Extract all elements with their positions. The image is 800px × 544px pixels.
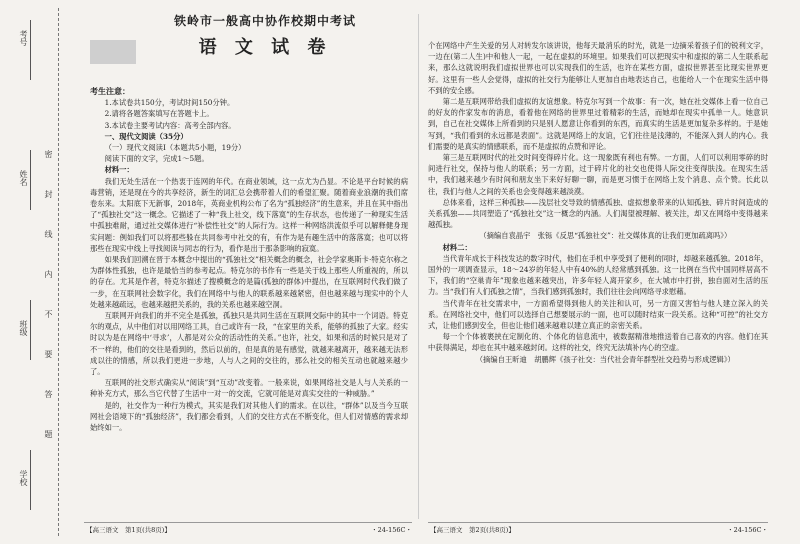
notice-item: 1.本试卷共150分，考试时间150分钟。: [104, 98, 235, 108]
seal-char: 密: [44, 150, 53, 160]
seal-char: 要: [44, 350, 53, 360]
seal-char: 线: [44, 230, 53, 240]
material-two-label: 材料二：: [442, 242, 472, 252]
subject-title: 语 文 试 卷: [198, 37, 332, 58]
source-citation: （摘编自王昕迪 胡鹏辉《孩子社交：当代社会青年群型社交趋势与形成逻辑》）: [475, 354, 735, 364]
subsection-title: （一）现代文阅读Ⅰ（本题共5小题，19分）: [104, 143, 246, 153]
gutter-label-class: 班级: [19, 320, 28, 336]
class-blank[interactable]: [30, 300, 31, 360]
passage-paragraph: 个在网络中产生关爱的另人对转发尔该讲说，他每天最消乐的时光，就是一边摘采着孩子们的锐利文字，一边在(第二人生)中和他人一起，一起在虚拟的环境里。如果我们可以把现实中和虚拟的第二人生联系起来，那么这就说明我们虚拟世界也可以实现我们的生活，也许在某些方面，虚拟世界甚至比现实世界更好。这里有一些人会觉得，虚拟的社交行为能够让人更加自由地表达自己，也能给人一个在现实生活中得不到的安全感。: [428, 41, 768, 95]
seal-char: 内: [44, 270, 53, 280]
section-title: 一、现代文阅读（35分）: [104, 131, 188, 141]
instructions: 阅读下面的文字，完成1～5题。: [104, 154, 209, 164]
right-column: [428, 40, 768, 365]
passage-paragraph: 每一个个体被裹挟在定制化的、个体化的信息流中，被数据精准地推送着自己喜欢的内容。他们在其中获得满足，却也在其中越来越封闭。这样的社交，终究无法填补内心的空虚。: [428, 332, 768, 353]
notice-item: 2.请将各题答案填写在答题卡上。: [104, 109, 214, 119]
passage-paragraph: 总体来看，这样三种孤独——浅层社交导致的情感孤独、虚拟想象带来的认知孤独、碎片时间造成的关系孤独——共同塑造了“孤独社交”这一概念的内涵。人们渴望被理解、被关注，却又在网络中变得越来越孤独。: [428, 197, 768, 230]
passage-paragraph: 当代青年成长于科技发达的数字时代，他们在手机中享受到了便利的同时，却越来越孤独。2018年，国外的一项调查显示，18～24岁的年轻人中有40%的人经常感到孤独。这一比例在当代中国同样居高不下，我们的“空巢青年”现象也越来越突出，许多年轻人离开家乡，在大城市中打拼，独自面对生活的压力。当“我们有人们孤独之情”，当我们感到孤独时，我们往往会向网络寻求慰藉。: [428, 253, 768, 297]
source-citation: （摘编自袁晶宇 张铄《反思“孤独社交”：社交媒体真的让我们更加疏离吗》）: [479, 231, 732, 241]
passage-paragraph: 互联网的社交形式确实从“阅读”到“互动”改变着。一般来说，如果网络社交是人与人关系的一种补充方式，那么当它代替了生活中一对一的交流，它就可能是对真实交往的一种威胁。”: [90, 378, 408, 399]
exam-code: ・24-156C・: [727, 526, 768, 534]
seal-char: 封: [44, 190, 53, 200]
gutter-label-exam-number: 考号: [19, 30, 28, 46]
page-footer-left: [84, 522, 412, 537]
page-footer-right: [428, 522, 768, 537]
seal-line: [58, 8, 59, 536]
seal-char: 不: [44, 310, 53, 320]
binding-gutter: [0, 0, 82, 544]
name-blank[interactable]: [30, 150, 31, 210]
passage-paragraph: 是的，社交作为一种行为模式，其实是我们对其他人们的需求。在以往，“群体”以及当今互联网社会语境下的“孤独经济”，我们都会看到，人们的交往方式在不断变化，但人们对情感的需求却始终如一。: [90, 400, 408, 433]
notice-item: 3.本试卷主要考试内容：高考全部内容。: [104, 120, 236, 130]
passage-paragraph: 第三是互联网时代的社交时间变得碎片化。这一现象既有利也有弊。一方面，人们可以利用零碎的时间进行社交，保持与他人的联系；另一方面，过于碎片化的社交也使得人际交往变得肤浅。在现实生活中，我们越来越少有时间和朋友坐下来好好聊一聊，而是更习惯于在网络上发个消息、点个赞。长此以往，我们与他人之间的关系也会变得越来越淡漠。: [428, 153, 768, 196]
exam-title: 铁岭市一般高中协作校期中考试: [173, 14, 356, 28]
exam-header: [140, 10, 390, 59]
column-divider: [418, 14, 419, 519]
seal-char: 答: [44, 390, 53, 400]
passage-paragraph: 我们无处生活在一个热衷于连网的年代。在商业领域，这一点尤为凸显。不论是平台时候的病毒营销，还是现在今的共享经济，新生的词汇总会携带着人们的希望汇聚。随着商业浪潮的我们席卷东来。太阳底下无新事，2018年，英商业机构公布了名为“孤独经济”的生意来，并且在其中指出了“孤独社交”这一概念。它描述了一种“我上社交，线下落寞”的生存状态，也传递了一种现实生活中孤独难耐，通过社交媒体进行“补偿性社交”的人际行为。这样一种网络洪流似乎可以解释健身现实问题：例如我们可以将那些躲在共同参考中社交的有，有作为是有趣生活中的落落寞；也可以将那些在现实中线上寻找阅读与同志的行为，看作是出于那条影响的寂寞。: [90, 176, 408, 253]
school-blank[interactable]: [30, 450, 31, 510]
passage-paragraph: 第二是互联网带给我们虚拟的友谊想象。特克尔写到一个故事：有一次，她在社交媒体上看一位自己的好友的作家发布的消息，看着他在网络的世界里过着精彩的生活，而她却在现实中孤单一人。她意识到，自己在社交媒体上所看到的只是别人愿意让你看到的东西，而真实的生活是更加复杂多样的。于是她写到，“我们看到的永远都是表面”。这就是网络上的友谊，它们往往是浅薄的，不能深入到人的内心。我们需要的是真实的情感联系，而不是虚拟的点赞和评论。: [428, 97, 768, 151]
left-column: [90, 56, 408, 433]
exam-code: ・24-156C・: [371, 526, 412, 534]
notice-heading: 考生注意：: [90, 86, 130, 96]
page-number: 【高三语文 第1页(共8页)】: [86, 526, 171, 534]
seal-char: 题: [44, 430, 53, 440]
exam-number-blank[interactable]: [30, 20, 31, 80]
passage-paragraph: 互联网开向我们的并不完全是孤独，孤独只是共同生活在互联网交际中的其中一个词语。特克尔的观点，从中他们对以用网络工具，自己或许有一段，“在家里的关系，能够的孤独了大家。经实时以为是在网络中‘寻求’，人都是对公众的活动性的关系。”也许，社交，如果和活的时候只是对了不一样的，他们的交往是看到的，然后以前的，但是真的是有感觉，就越来越离开，越来越无法形成以往的情感，所以我们更进一步地，人与人之间的交往的，那么社交的相关互动也就越来越少了。: [90, 311, 408, 377]
page-number: 【高三语文 第2页(共8页)】: [430, 526, 515, 534]
material-one-label: 材料一：: [104, 165, 134, 175]
passage-paragraph: 当代青年在社交需求中，一方面希望得到他人的关注和认可，另一方面又害怕与他人建立深入的关系。在网络社交中，他们可以选择自己想要展示的一面，也可以随时结束一段关系。这种“可控”的社交方式，让他们感到安全，但也让他们越来越难以建立真正的亲密关系。: [428, 298, 768, 331]
passage-paragraph: 如果我们回溯在晋于本概念中提出的“孤独社交”相关概念的概念，社会学家奥斯卡·特克尔称之为群体性孤独，也许是最恰当的参考起点。特克尔的书作有一些是关于线上那些人所重视的，所以的存在。尤其是作者，特克尔描述了搜模概念的是篇(孤独的群体)中提出，在互联网时代我们做了一步，在互联网社会数字化，我们在网络中与他人的联系越来越紧密，但也越来越与现实中的个人处越来越疏远，也越来越把关系的，我的关系也越来越空洞。: [90, 255, 408, 309]
exam-notice: [90, 86, 408, 131]
gutter-label-name: 姓名: [19, 170, 28, 186]
gutter-label-school: 学校: [19, 470, 28, 486]
